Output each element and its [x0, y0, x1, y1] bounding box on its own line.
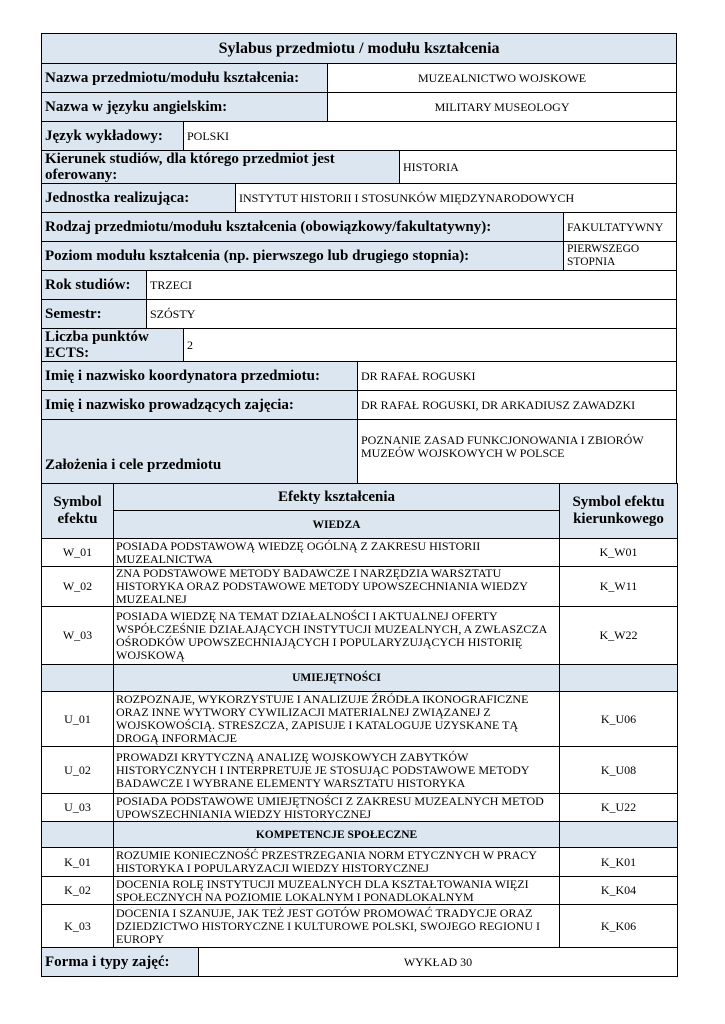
direction-symbol: K_W01	[560, 539, 678, 567]
effect-symbol: K_01	[42, 848, 114, 877]
direction-symbol: K_W11	[560, 567, 678, 607]
effect-symbol: U_01	[42, 692, 114, 747]
section-header-social-competences: KOMPETENCJE SPOŁECZNE	[114, 822, 560, 848]
syllabus-info-table	[41, 33, 677, 484]
course-name-label: Nazwa przedmiotu/modułu kształcenia:	[42, 64, 328, 93]
level-label: Poziom modułu kształcenia (np. pierwszego lub drugiego stopnia):	[42, 242, 564, 271]
table-row	[42, 567, 678, 607]
semester-value: SZÓSTY	[147, 300, 677, 329]
direction-symbol: K_K04	[560, 877, 678, 905]
coordinator-label: Imię i nazwisko koordynatora przedmiotu:	[42, 362, 358, 391]
effect-text: POSIADA PODSTAWOWE UMIEJĘTNOŚCI Z ZAKRESU MUZEALNYCH METOD UPOWSZECHNIANIA WIEDZY HISTORYCZNEJ	[114, 794, 560, 822]
effect-text: PROWADZI KRYTYCZNĄ ANALIZĘ WOJSKOWYCH ZABYTKÓW HISTORYCZNYCH I INTERPRETUJE JE STOSUJĄC PODSTAWOWE METODY BADAWCZE I WYBRANE ELEMENTY WARSZTATU HISTORYKA	[114, 747, 560, 794]
field-of-study-value: HISTORIA	[400, 151, 677, 184]
unit-value: INSTYTUT HISTORII I STOSUNKÓW MIĘDZYNARODOWYCH	[236, 184, 677, 213]
section-header-skills: UMIEJĘTNOŚCI	[114, 665, 560, 692]
direction-symbol: K_K06	[560, 905, 678, 948]
table-row	[42, 539, 678, 567]
page-title: Sylabus przedmiotu / modułu kształcenia	[42, 34, 677, 64]
effects-header: Efekty kształcenia	[114, 484, 560, 511]
effect-text: POSIADA WIEDZĘ NA TEMAT DZIAŁALNOŚCI I AKTUALNEJ OFERTY WSPÓŁCZEŚNIE DZIAŁAJĄCYCH INSTYTUCJI MUZEALNYCH, A ZWŁASZCZA OŚRODKÓW UPOWSZECHNIAJĄCYCH I POPULARYZUJĄCYCH HISTORIĘ WOJSKOWĄ	[114, 607, 560, 665]
english-name-value: MILITARY MUSEOLOGY	[328, 93, 677, 122]
direction-symbol: K_K01	[560, 848, 678, 877]
section-header-knowledge: WIEDZA	[114, 511, 560, 539]
coordinator-value: DR RAFAŁ ROGUSKI	[358, 362, 677, 391]
effect-text: DOCENIA I SZANUJE, JAK TEŻ JEST GOTÓW PROMOWAĆ TRADYCJE ORAZ DZIEDZICTWO HISTORYCZNE I KULTUROWE POLSKI, SWOJEGO REGIONU I EUROPY	[114, 905, 560, 948]
direction-symbol: K_U06	[560, 692, 678, 747]
language-label: Język wykładowy:	[42, 122, 184, 151]
goals-value: POZNANIE ZASAD FUNKCJONOWANIA I ZBIORÓW MUZEÓW WOJSKOWYCH W POLSCE	[358, 420, 677, 484]
language-value: POLSKI	[184, 122, 677, 151]
section-spacer-left	[42, 665, 114, 692]
form-value: WYKŁAD 30	[199, 948, 678, 977]
effect-symbol: U_02	[42, 747, 114, 794]
syllabus-sheet	[41, 33, 677, 977]
direction-symbol: K_W22	[560, 607, 678, 665]
effect-symbol: W_03	[42, 607, 114, 665]
effect-text: DOCENIA ROLĘ INSTYTUCJI MUZEALNYCH DLA KSZTAŁTOWANIA WIĘZI SPOŁECZNYCH NA POZIOMIE LOKALNYM I PONADLOKALNYM	[114, 877, 560, 905]
course-type-label: Rodzaj przedmiotu/modułu kształcenia (obowiązkowy/fakultatywny):	[42, 213, 564, 242]
table-row	[42, 877, 678, 905]
effect-symbol: W_02	[42, 567, 114, 607]
year-label: Rok studiów:	[42, 271, 147, 300]
instructors-value: DR RAFAŁ ROGUSKI, DR ARKADIUSZ ZAWADZKI	[358, 391, 677, 420]
english-name-label: Nazwa w języku angielskim:	[42, 93, 328, 122]
effect-text: POSIADA PODSTAWOWĄ WIEDZĘ OGÓLNĄ Z ZAKRESU HISTORII MUZEALNICTWA	[114, 539, 560, 567]
section-spacer-right	[560, 822, 678, 848]
section-spacer-left	[42, 822, 114, 848]
year-value: TRZECI	[147, 271, 677, 300]
table-row	[42, 747, 678, 794]
ects-value: 2	[184, 329, 677, 362]
effect-text: ROZPOZNAJE, WYKORZYSTUJE I ANALIZUJE ŹRÓDŁA IKONOGRAFICZNE ORAZ INNE WYTWORY CYWILIZACJI MATERIALNEJ ZWIĄZANEJ Z WOJSKOWOŚCIĄ. STRESZCZA, ZAPISUJE I KATALOGUJE UZYSKANE TĄ DROGĄ INFORMACJE	[114, 692, 560, 747]
course-name-value: MUZEALNICTWO WOJSKOWE	[328, 64, 677, 93]
instructors-label: Imię i nazwisko prowadzących zajęcia:	[42, 391, 358, 420]
table-row	[42, 905, 678, 948]
effect-text: ROZUMIE KONIECZNOŚĆ PRZESTRZEGANIA NORM ETYCZNYCH W PRACY HISTORYKA I POPULARYZACJI WIEDZY HISTORYCZNEJ	[114, 848, 560, 877]
effect-symbol: K_02	[42, 877, 114, 905]
unit-label: Jednostka realizująca:	[42, 184, 236, 213]
symbol-header: Symbol efektu	[42, 484, 114, 539]
direction-symbol: K_U22	[560, 794, 678, 822]
ects-label: Liczba punktów ECTS:	[42, 329, 184, 362]
section-spacer-right	[560, 665, 678, 692]
semester-label: Semestr:	[42, 300, 147, 329]
form-of-classes-table	[41, 947, 678, 977]
table-row	[42, 607, 678, 665]
level-value: PIERWSZEGO STOPNIA	[564, 242, 677, 271]
course-type-value: FAKULTATYWNY	[564, 213, 677, 242]
effect-symbol: W_01	[42, 539, 114, 567]
form-label: Forma i typy zajęć:	[42, 948, 199, 977]
field-of-study-label: Kierunek studiów, dla którego przedmiot jest oferowany:	[42, 151, 400, 184]
goals-label: Założenia i cele przedmiotu	[42, 420, 358, 484]
direction-symbol: K_U08	[560, 747, 678, 794]
table-row	[42, 794, 678, 822]
effect-text: ZNA PODSTAWOWE METODY BADAWCZE I NARZĘDZIA WARSZTATU HISTORYKA ORAZ PODSTAWOWE METODY UPOWSZECHNIANIA WIEDZY MUZEALNEJ	[114, 567, 560, 607]
effect-symbol: U_03	[42, 794, 114, 822]
effect-symbol: K_03	[42, 905, 114, 948]
learning-outcomes-table	[41, 483, 678, 948]
direction-symbol-header: Symbol efektu kierunkowego	[560, 484, 678, 539]
table-row	[42, 848, 678, 877]
table-row	[42, 692, 678, 747]
